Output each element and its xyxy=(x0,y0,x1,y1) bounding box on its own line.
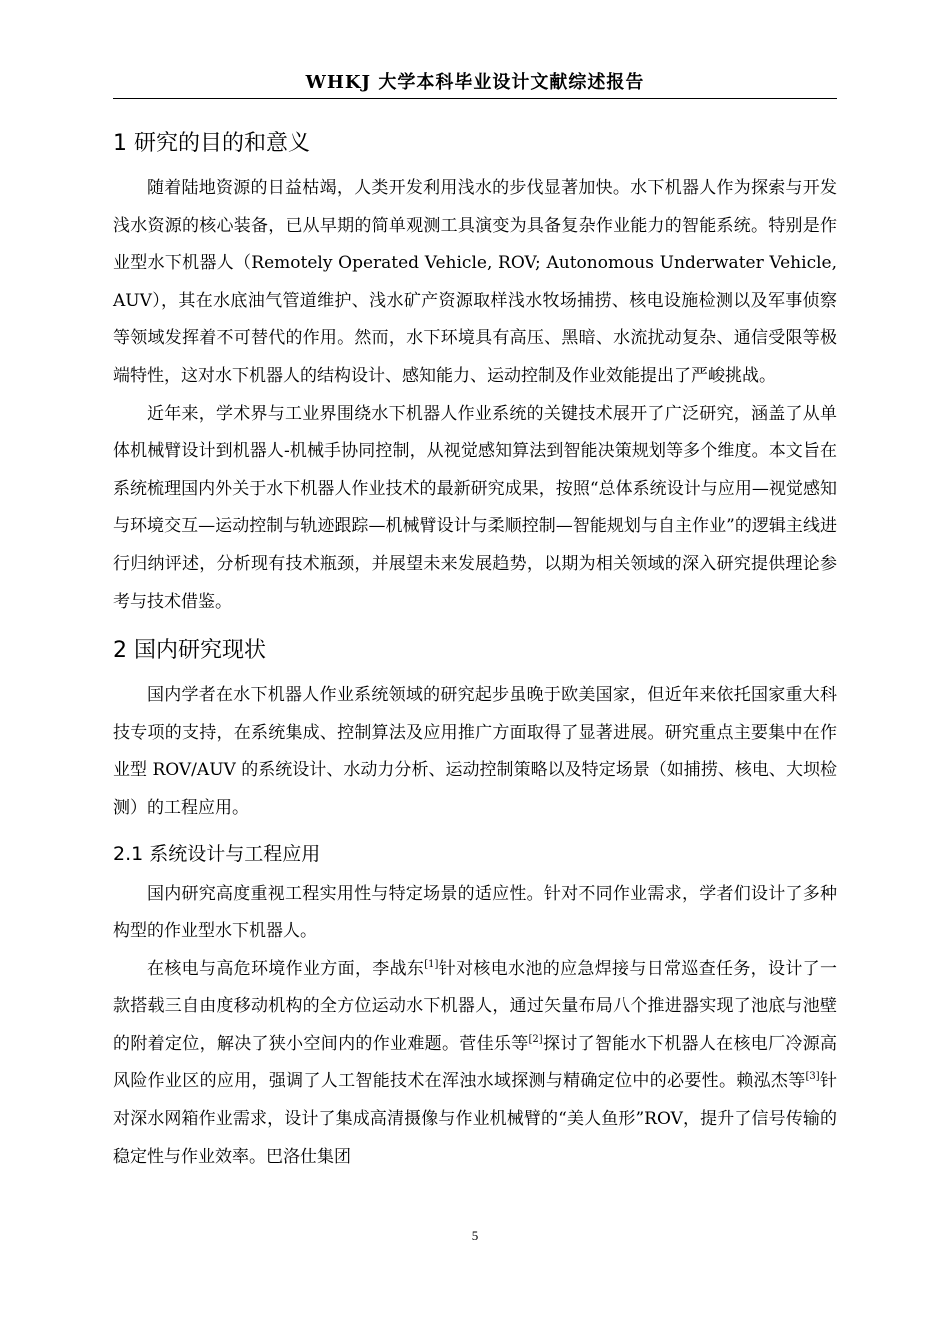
text-run: 在核电与高危环境作业方面，李战东 xyxy=(147,958,425,979)
citation-ref: [3] xyxy=(805,1071,820,1083)
section-heading-2: 2 国内研究现状 xyxy=(113,638,266,664)
section-heading-1: 1 研究的目的和意义 xyxy=(113,131,310,156)
header-rule xyxy=(113,98,837,99)
paragraph: 随着陆地资源的日益枯竭，人类开发利用浅水的步伐显著加快。水下机器人作为探索与开发浅水资源的核心装备，已从早期的简单观测工具演变为具备复杂作业能力的智能系统。特别是作业型水下机器人（Remotely Operated Vehicle, ROV; Autonomous Underwater Vehicle, AUV），其在水底油气管道维护、浅水矿产资源取样浅水牧场捕捞、核电设施检测以及军事侦察等领域发挥着不可替代的作用。然而，水下环境具有高压、黑暗、水流扰动复杂、通信受限等极端特性，这对水下机器人的结构设计、感知能力、运动控制及作业效能提出了严峻挑战。 xyxy=(113,178,837,386)
subsection-heading-2-1: 2.1 系统设计与工程应用 xyxy=(113,842,321,865)
paragraph: 国内研究高度重视工程实用性与特定场景的适应性。针对不同作业需求，学者们设计了多种构型的作业型水下机器人。 xyxy=(113,883,837,942)
page-number: 5 xyxy=(471,1228,479,1243)
document-body xyxy=(113,122,837,1176)
page-header: WHKJ 大学本科毕业设计文献综述报告 xyxy=(305,72,645,93)
paragraph-with-citations xyxy=(113,951,837,1177)
citation-ref: [1] xyxy=(424,958,439,970)
text-run: 针对核电水池的应急焊接与日常巡查任务，设计了一款搭载三自由度移动机构的全方位运动水下机器人，通过矢量布局八个推进器实现了池底与池壁的附着定位，解决了狭小空间内的作业难题。菅佳乐等 xyxy=(113,958,838,1054)
text-run: 探讨了智能水下机器人在核电厂冷源高风险作业区的应用，强调了人工智能技术在浑浊水域探测与精确定位中的必要性。赖泓杰等 xyxy=(113,1033,838,1092)
citation-ref: [2] xyxy=(528,1033,543,1045)
paragraph: 国内学者在水下机器人作业系统领域的研究起步虽晚于欧美国家，但近年来依托国家重大科技专项的支持，在系统集成、控制算法及应用推广方面取得了显著进展。研究重点主要集中在作业型 ROV/AUV 的系统设计、水动力分析、运动控制策略以及特定场景（如捕捞、核电、大坝检测）的工程应用。 xyxy=(113,685,837,818)
paragraph: 近年来，学术界与工业界围绕水下机器人作业系统的关键技术展开了广泛研究，涵盖了从单体机械臂设计到机器人-机械手协同控制，从视觉感知算法到智能决策规划等多个维度。本文旨在系统梳理国内外关于水下机器人作业技术的最新研究成果，按照“总体系统设计与应用—视觉感知与环境交互—运动控制与轨迹跟踪—机械臂设计与柔顺控制—智能规划与自主作业”的逻辑主线进行归纳评述，分析现有技术瓶颈，并展望未来发展趋势，以期为相关领域的深入研究提供理论参考与技术借鉴。 xyxy=(113,403,837,612)
text-run: 针对深水网箱作业需求，设计了集成高清摄像与作业机械臂的“美人鱼形”ROV，提升了信号传输的稳定性与作业效率。巴洛仕集团 xyxy=(113,1071,838,1167)
